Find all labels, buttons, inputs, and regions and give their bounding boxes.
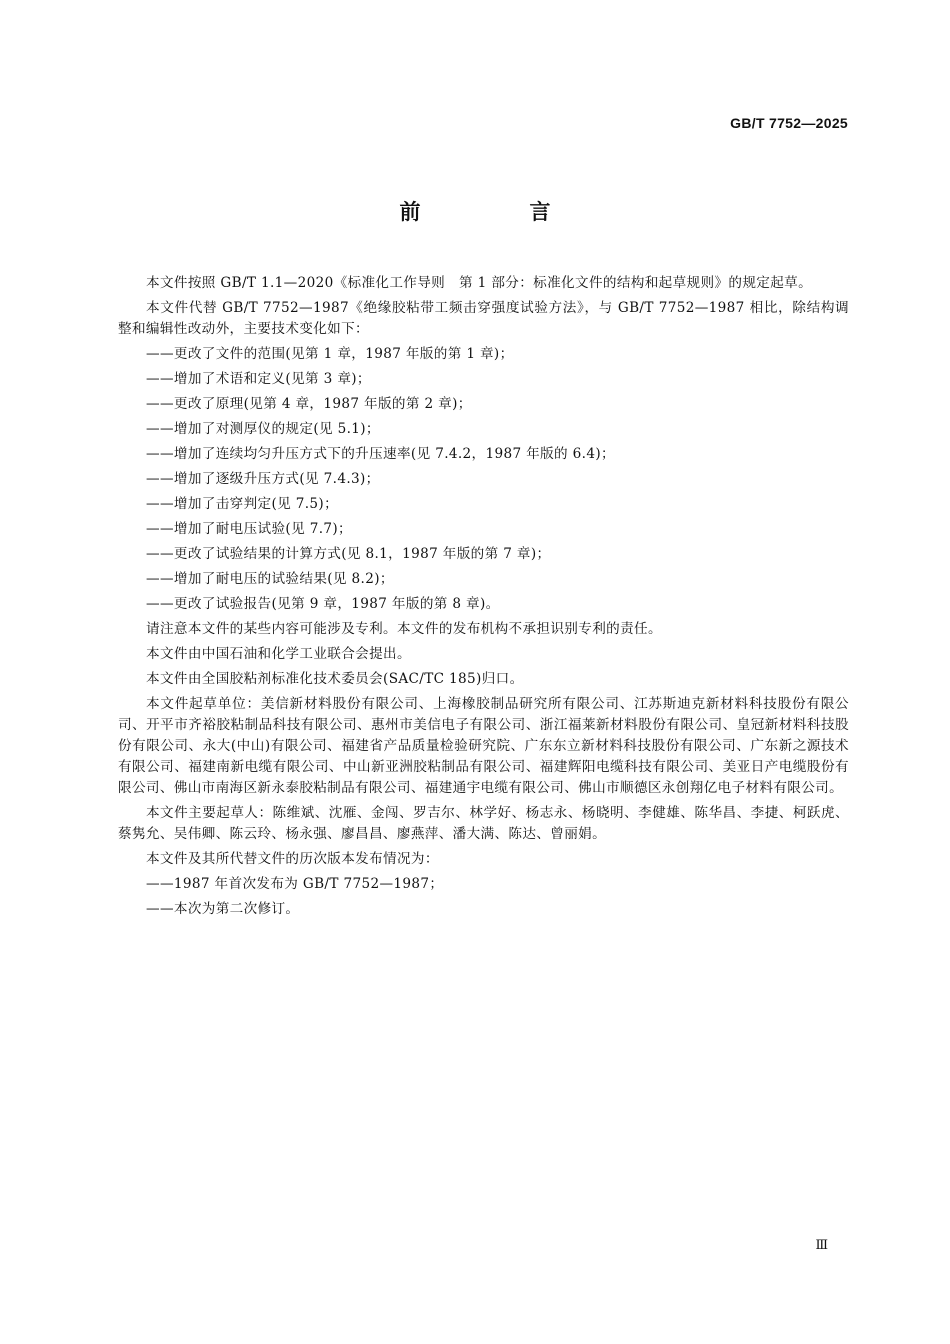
- list-item: ——增加了击穿判定(见 7.5)；: [146, 496, 339, 512]
- list-item: ——增加了耐电压的试验结果(见 8.2)；: [146, 571, 394, 587]
- page-title: 前 言: [399, 200, 595, 224]
- document-code: GB/T 7752—2025: [730, 115, 848, 131]
- list-item: ——更改了试验结果的计算方式(见 8.1，1987 年版的第 7 章)；: [146, 546, 551, 562]
- intro-paragraph-2: 本文件代替 GB/T 7752—1987《绝缘胶粘带工频击穿强度试验方法》，与 GB/T 7752—1987 相比，除结构调整和编辑性改动外，主要技术变化如下：: [118, 300, 849, 337]
- list-item: ——增加了术语和定义(见第 3 章)；: [146, 371, 371, 387]
- list-item: ——本次为第二次修订。: [146, 901, 300, 917]
- foreword-body: [118, 273, 849, 924]
- centralizer-statement: 本文件由全国胶粘剂标准化技术委员会(SAC/TC 185)归口。: [146, 671, 524, 687]
- list-item: ——增加了耐电压试验(见 7.7)；: [146, 521, 352, 537]
- main-drafters: 本文件主要起草人：陈维斌、沈雁、金闯、罗吉尔、林学好、杨志永、杨晓明、李健雄、陈华昌、李捷、柯跃虎、蔡隽允、吴伟卿、陈云玲、杨永强、廖昌昌、廖燕萍、潘大满、陈达、曾丽娟。: [118, 805, 849, 842]
- page-number: Ⅲ: [815, 1238, 828, 1253]
- list-item: ——更改了原理(见第 4 章，1987 年版的第 2 章)；: [146, 396, 472, 412]
- patent-notice: 请注意本文件的某些内容可能涉及专利。本文件的发布机构不承担识别专利的责任。: [146, 621, 662, 637]
- list-item: ——更改了试验报告(见第 9 章，1987 年版的第 8 章)。: [146, 596, 500, 612]
- version-history-intro: 本文件及其所代替文件的历次版本发布情况为：: [146, 851, 439, 867]
- intro-paragraph-1: 本文件按照 GB/T 1.1—2020《标准化工作导则 第 1 部分：标准化文件的结构和起草规则》的规定起草。: [146, 275, 813, 291]
- version-history-list: [118, 874, 849, 920]
- list-item: ——增加了逐级升压方式(见 7.4.3)；: [146, 471, 380, 487]
- technical-changes-list: [118, 344, 849, 615]
- list-item: ——1987 年首次发布为 GB/T 7752—1987；: [146, 876, 444, 892]
- drafting-units: 本文件起草单位：美信新材料股份有限公司、上海橡胶制品研究所有限公司、江苏斯迪克新材料科技股份有限公司、开平市齐裕胶粘制品科技有限公司、惠州市美信电子有限公司、浙江福莱新材料股份有限公司、皇冠新材料科技股份有限公司、永大(中山)有限公司、福建省产品质量检验研究院、广东东立新材料科技股份有限公司、广东新之源技术有限公司、福建南新电缆有限公司、中山新亚洲胶粘制品有限公司、福建辉阳电缆科技有限公司、美亚日产电缆股份有限公司、佛山市南海区新永泰胶粘制品有限公司、福建通宇电缆有限公司、佛山市顺德区永创翔亿电子材料有限公司。: [118, 696, 849, 796]
- proposer-statement: 本文件由中国石油和化学工业联合会提出。: [146, 646, 411, 662]
- list-item: ——更改了文件的范围(见第 1 章，1987 年版的第 1 章)；: [146, 346, 514, 362]
- list-item: ——增加了连续均匀升压方式下的升压速率(见 7.4.2，1987 年版的 6.4)；: [146, 446, 615, 462]
- list-item: ——增加了对测厚仪的规定(见 5.1)；: [146, 421, 380, 437]
